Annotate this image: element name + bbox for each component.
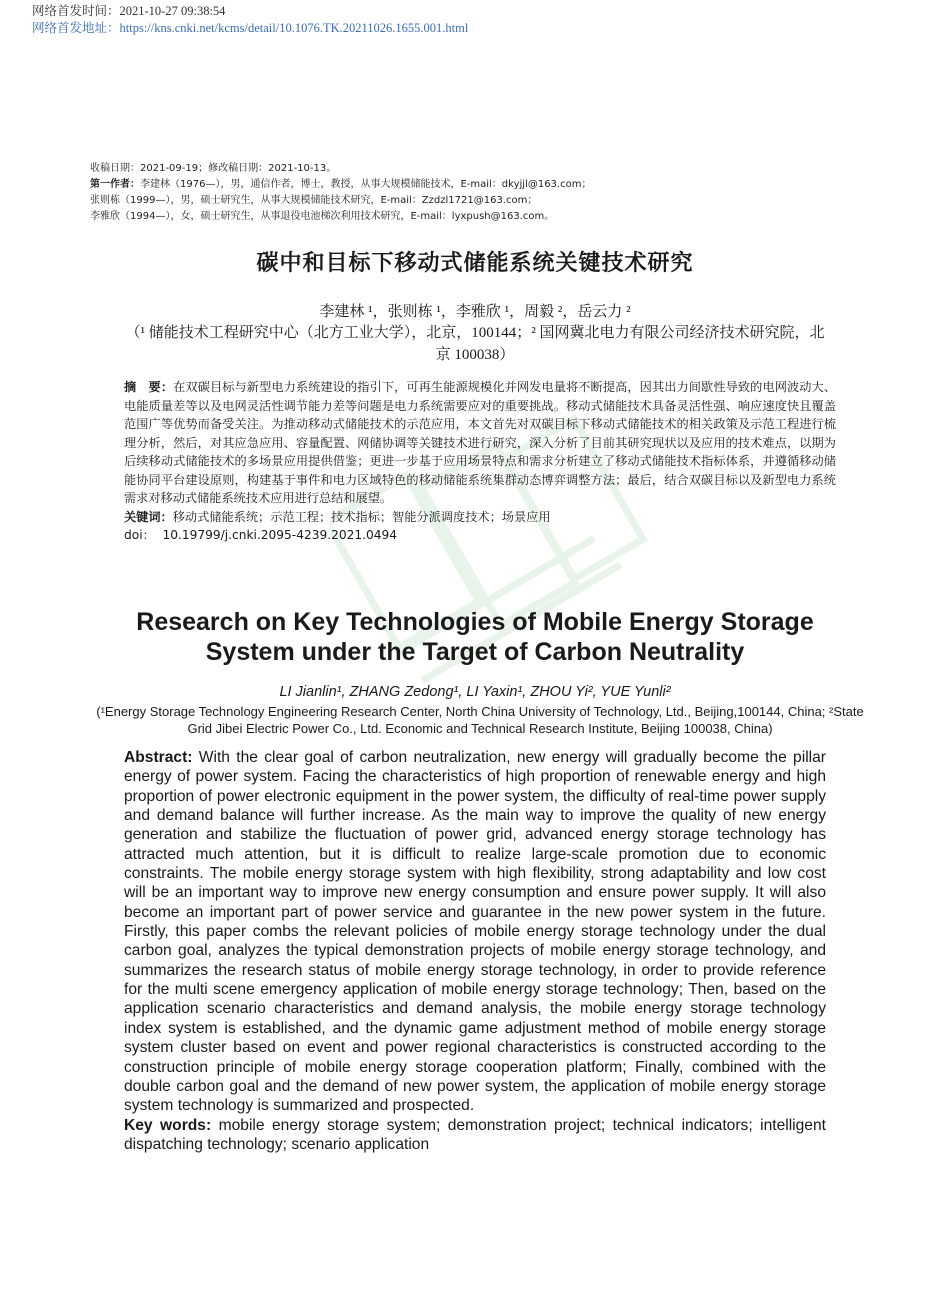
english-keywords: [124, 1116, 826, 1155]
chinese-keywords: [124, 508, 836, 527]
first-author-label: 第一作者：: [90, 179, 140, 190]
english-affiliation: (¹Energy Storage Technology Engineering Research Center, North China University of Technology, Ltd., Beijing,100144, China; ²State Grid Jibei Electric Power Co., Ltd. Economic and Technical Research Institute, Beijing 100038, China): [96, 704, 864, 736]
article-meta: [90, 161, 591, 225]
english-title-line2: System under the Target of Carbon Neutrality: [205, 638, 745, 666]
publication-header: [32, 3, 468, 37]
english-title-line1: Research on Key Technologies of Mobile Energy Storage: [136, 608, 814, 636]
author2-bio: 张则栋（1999—），男，硕士研究生，从事大规模储能技术研究，E-mail：Zzdzl1721@163.com；: [90, 195, 538, 206]
publish-time: 2021-10-27 09:38:54: [119, 4, 226, 18]
doi-line: [124, 526, 836, 545]
first-author-line: [90, 177, 591, 193]
doi-label: doi：: [124, 528, 155, 542]
publish-time-line: [32, 3, 468, 20]
received-dates: 收稿日期：2021-09-19；修改稿日期：2021-10-13。: [90, 163, 337, 174]
chinese-title: 碳中和目标下移动式储能系统关键技术研究: [256, 251, 694, 276]
publish-url-line[interactable]: [32, 20, 468, 37]
chinese-keywords-text: 移动式储能系统；示范工程；技术指标；智能分派调度技术；场景应用: [172, 509, 551, 524]
english-abstract-block: [124, 748, 826, 1154]
english-abstract-label: Abstract:: [124, 749, 193, 766]
publish-url-link[interactable]: https://kns.cnki.net/kcms/detail/10.1076.TK.20211026.1655.001.html: [119, 21, 469, 35]
author3-bio: 李雅欣（1994—），女，硕士研究生，从事退役电池梯次利用技术研究，E-mail：lyxpush@163.com。: [90, 211, 555, 222]
chinese-keywords-label: 关键词：: [124, 509, 173, 524]
doi-value: 10.19799/j.cnki.2095-4239.2021.0494: [162, 528, 398, 542]
publish-time-label: 网络首发时间：: [32, 4, 120, 18]
chinese-abstract-block: [124, 378, 836, 545]
english-abstract-text: With the clear goal of carbon neutralization, new energy will gradually become the pillar energy of power system. Facing the characteristics of high proportion of renewable energy and high proportion of power electronic equipment in the power system, the difficulty of real-time power supply and demand balance will further increase. As the main way to improve the quality of new energy generation and stabilize the fluctuation of power grid, advanced energy storage technology has attracted much attention, but it is difficult to realize large-scale promotion due to economic constraints. The mobile energy storage system with high flexibility, strong adaptability and low cost will be an important way to improve new energy consumption and ensure power supply. It will also become an important part of power service and guarantee in the new power system in the future. Firstly, this paper combs the relevant policies of mobile energy storage technology under the dual carbon goal, analyzes the typical demonstration projects of mobile energy storage technology, and summarizes the research status of mobile energy storage technology, in order to provide reference for the multi scene emergency application of mobile energy storage technology; Then, based on the application scenario characteristics and demand analysis, the mobile energy storage technology index system is established, and the dynamic game adjustment method of mobile energy storage system cluster based on event and power regional characteristics is constructed according to the construction principle of mobile energy storage cooperation platform; Finally, combined with the double carbon goal and the demand of new power system, the application of mobile energy storage system technology is summarized and prospected.: [124, 749, 826, 1115]
chinese-abstract: [124, 378, 836, 508]
english-keywords-text: mobile energy storage system; demonstration project; technical indicators; intelligent dispatching technology; scenario application: [124, 1116, 826, 1153]
english-keywords-label: Key words:: [124, 1116, 212, 1134]
english-authors: LI Jianlin¹, ZHANG Zedong¹, LI Yaxin¹, ZHOU Yi², YUE Yunli²: [279, 684, 671, 700]
english-abstract: [124, 748, 826, 1116]
chinese-authors: 李建林 ¹，张则栋 ¹，李雅欣 ¹，周毅 ²，岳云力 ²: [319, 304, 631, 320]
first-author-bio: 李建林（1976—），男，通信作者，博士，教授，从事大规模储能技术，E-mail：dkyjjl@163.com；: [140, 179, 592, 190]
chinese-abstract-text: 在双碳目标与新型电力系统建设的指引下，可再生能源规模化并网发电量将不断提高，因其出力间歇性导致的电网波动大、电能质量差等以及电网灵活性调节能力差等问题是电力系统需要应对的重要挑战。移动式储能技术具备灵活性强、响应速度快且覆盖范围广等优势而备受关注。为推动移动式储能技术的示范应用，本文首先对双碳目标下移动式储能技术的相关政策及示范工程进行梳理分析，然后，对其应急应用、容量配置、网储协调等关键技术进行研究，深入分析了目前其研究现状以及应用的技术难点，以期为后续移动式储能技术的多场景应用提供借鉴；更进一步基于应用场景特点和需求分析建立了移动式储能技术指标体系，并遵循移动储能协同平台建设原则，构建基于事件和电力区域特色的移动储能系统集群动态博弈调整方法；最后，结合双碳目标以及新型电力系统需求对移动式储能系统技术应用进行总结和展望。: [124, 380, 837, 505]
publish-url-label: 网络首发地址：: [32, 21, 120, 35]
chinese-abstract-label: 摘 要：: [124, 380, 174, 394]
chinese-affiliation: （¹ 储能技术工程研究中心（北方工业大学），北京，100144；² 国网冀北电力有限公司经济技术研究院，北京 100038）: [125, 325, 825, 363]
english-title: [0, 607, 950, 667]
